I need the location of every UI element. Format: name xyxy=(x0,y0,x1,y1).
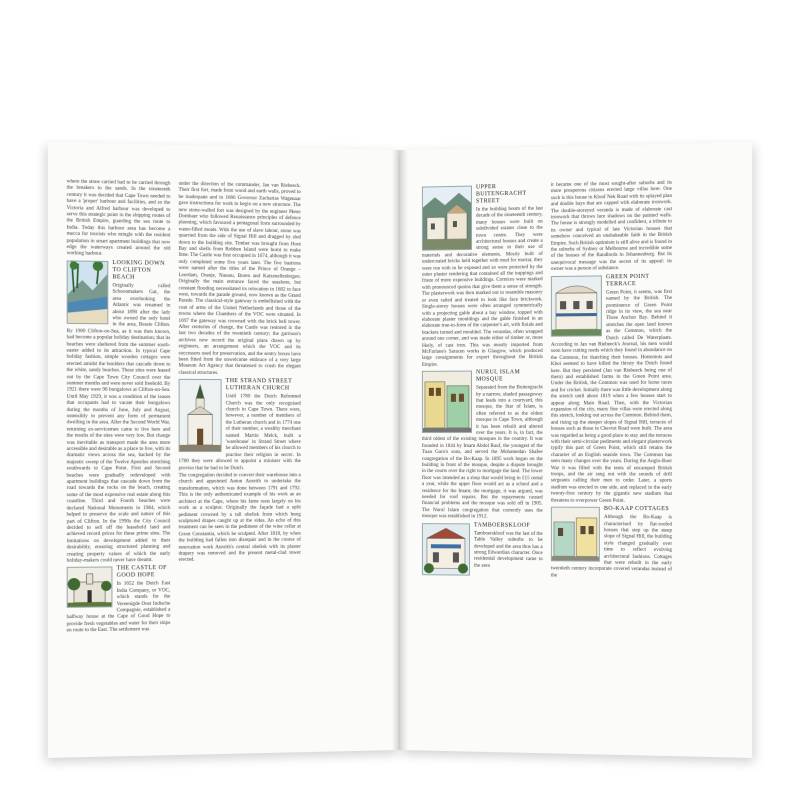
green-point-heading: GREEN POINT TERRACE xyxy=(606,273,650,288)
right-col-1 xyxy=(422,183,543,578)
bo-kaap-cottages-illustration xyxy=(551,507,600,562)
kloof-nek-text: it became one of the most sought-after suburbs and its more prosperous citizens erected large villas here. One such is this house in Kloof Nek Road with its splayed plan and double bays that are capped with elaborate ironwork. The double-storeyed veranda is made of elaborate cast ironwork that throws lace shadows on the painted walls. The house is strongly modelled and confident, a tribute to its owner and typical of late Victorian houses that somehow conceived an unshakeable faith in the British Empire. Such British optimism is still alive and is found in the suburbs of Sydney or Melbourne and incredible some of the houses of the Randlords in Johannesburg. But its unequivocal message was the secret of its appeal: its owner was a person of substance. xyxy=(550,180,672,273)
tamboerskloof-illustration xyxy=(422,523,470,576)
buitengracht-text: In the building boom of the last decade of the nineteenth century, many houses were built on subdivided estates close to the town centre. They were architectural houses and create a strong sense in their use of materials and decorative elements. Mostly built of undercoated bricks held together with mud for mortar, they were run with to be exposed and so were protected by the outer plaster rendering that contained all the trappings and frieze of more expensive buildings. Cornices were marked with pronounced quoins that give them a sense of strength. The plasterwork was then marked out to resemble masonry or even railed and treated to look like face brickwork. Single-storey houses were often arranged symmetrically with a projecting gable about a bay window, topped with elaborate plaster mouldings and the gable finished in an elaborate true-to-form of the carpenter's art, with finials and brackets turned and moulded. The verandas, often wrapped around one corner, and was made either of timber or, more likely, of cast iron. This was mostly imported from McFarlane's Saracen works in Glasgow, which produced large consignments for export throughout the British Empire. xyxy=(421,206,543,368)
left-col-2 xyxy=(179,182,301,566)
castle-heading: THE CASTLE OF GOOD HOPE xyxy=(116,565,167,580)
buitengracht-street-illustration xyxy=(422,186,472,251)
castle-illustration xyxy=(67,567,113,608)
nurul-islam-mosque-image xyxy=(423,372,471,432)
lutheran-heading: THE STRAND STREET LUTHERAN CHURCH xyxy=(225,378,293,392)
castle-text: In 1652 the Dutch East India Company, or VOC, which stands for the Vereenigde Oost Indische Compagnie, established a halfway house at the Cape of Good Hope to provide fresh vegetables and water for their ships en route to the East. The settlement was xyxy=(66,581,171,634)
intro-text: where the stone carried had to be carried through the breakers to the sands. In the nineteenth century it was decided that Cape Town needed to have a 'proper' harbour and facilities, and so the Victoria and Alfred harbour was developed to serve this strategic point in the shipping routes of the British Empire, guarding the sea route to India. Today this harbour area has become a mecca for tourists who mingle with the resident population in smart apartment buildings that now edge the waterways created around the old working harbour. xyxy=(66,179,171,258)
nurul-heading: NURUL ISLAM MOSQUE xyxy=(476,369,521,383)
buitengracht-heading: UPPER BUITENGRACHT STREET xyxy=(476,184,527,205)
bo-kaap-heading: BO-KAAP COTTAGES xyxy=(603,505,670,513)
buitengracht-street-image xyxy=(423,187,471,250)
nurul-islam-mosque-illustration xyxy=(422,371,472,433)
green-point-text: Green Point, it seems, was first named by the British. The prominence of Green Point ridge in its view, the sea near Three Anchor Bay. Behind it stretches the open land known as the Common, which the Dutch called De Waterplaats. According to Jan van Riebeeck's Journal, his men would soon have cutting reeds which they found in abundance on the Common, for thatching their houses. Hottentots and Khoi seemed to have killed the thirsty the Dutch found here. But they persisted (Jan van Riebeeck being one of them) and established farms in the Green Point area. Under the British, the Common was used for horse races and for cricket. Initially there was little development along the stretch until about 1819 when a few houses start to appear along Main Road. Then, with the Victorian expansion of the city, many fine villas were erected along this stretch, looking out across the Common. Behind them, and rising up the steeper slopes of Signal Hill, terraces of houses such as those in Cheviot Road were built. The area was regarded as being a good place to stay and the terraces with their semi-circular pediments and elegant plasterwork typify this part of Green Point, which still retains the character of an English seaside town. The Common has seen many changes over the years. During the Anglo-Boer War it was filled with the tents of encamped British troops, and the air rang out with the sounds of drill sergeants calling their men to order. Later, a sports stadium was erected to one side, and replaced in the early twenty-first century by the gigantic new stadium that threatens to overpower Green Point. xyxy=(550,289,672,504)
castle-continued-text: under the direction of the commander, Jan van Riebeeck. Their first fort, made from wood and earth walls, proved to be inadequate and in 1666 Governor Zacharias Wagenaar gave instructions for work to begin on a new structure. The new stone-walled fort was designed by the engineer Pieter Dombaer who followed Renaissance principles of defence planning, which favoured a pentagonal form surrounded by water-filled moats. With the use of slave labour, stone was quarried from the side of Signal Hill and dragged by sled down to the building site. Timber was brought from Hout Bay and shells from Robben Island were burnt to make lime. The Castle was first occupied in 1674, although it was only completed some five years later. The five bastions were named after the titles of the Prince of Orange – Leerdam, Oranje, Nassau, Buren and Katzenellenbogen. Originally the main entrance faced the seashore, but constant flooding necessitated its relocation in 1682 to face west, towards the parade ground, now known as the Grand Parade. The classical-style gateway is embellished with the coat of arms of the United Netherlands and those of the towns where the Chambers of the VOC were situated. In 1697 the gateway was crowned with the brick bell tower. After centuries of change, the Castle was restored in the last two decades of the twentieth century; the garrison's archives now record the original plans drawn up by engineers, an arrangement which the VOC and its successors used for preservation, and the sentry boxes have been fitted from the unwelcome embrace of a very large Museum Art Agency that threatened to crush the elegant classical structures. xyxy=(178,181,301,376)
clifton-beach-illustration xyxy=(67,260,109,324)
tamboerskloof-text: Tamboerskloof was the last of the Table Valley suburbs to be developed and the area thus has a strong Edwardian character. Once residential development came to the area xyxy=(474,531,543,569)
nurul-text: Separated from the Buitengracht by a narrow, shaded passageway that leads into a courtyard, this mosque, the Star of Islam, is often referred to as the oldest mosque in Cape Town, although it has been rebuilt and altered over the years. It is, in fact, the third oldest of the existing mosques in the country. It was founded in 1844 by Imam Abdol Rauf, the youngest of the Tuan Guru's sons, and served the Mohamedan Shafee congregation of the Bo-Kaap. In 1895 work began on the building in front of the mosque, despite a dispute brought in the courts over the right to mortgage the land. The lower floor was intended as a shop that would bring in £15 rental a year, while the upper floor would act as a school and a residence for the Imam; the mortgage, it was argued, was needed for roof repairs. But the repayments caused financial problems and the mosque was sold off in 1905. The Nurul Islam congregation that currently uses the mosque was established in 1912. xyxy=(421,385,543,520)
castle-image xyxy=(68,568,112,607)
right-page xyxy=(400,142,752,758)
bo-kaap-cottages-image xyxy=(552,508,599,561)
right-col-2 xyxy=(551,181,672,582)
left-page xyxy=(48,142,400,758)
bo-kaap-text: Although the Bo-Kaap is characterised by flat-roofed houses that step up the steep slope of Signal Hill, the building style changed gradually over time to reflect evolving architectural fashions. Cottages that were rebuilt in the early twentieth century incorporate covered verandas instead of the xyxy=(550,515,672,579)
tamboerskloof-heading: TAMBOERSKLOOF xyxy=(474,522,531,529)
clifton-beach-image xyxy=(68,261,108,323)
green-point-terrace-image xyxy=(552,276,601,335)
lutheran-text: Until 1780 the Dutch Reformed Church was the only recognised church in Cape Town. There were, however, a number of members of the Lutheran church and in 1774 one of their number, a wealthy merchant named Martin Melck, built a 'warehouse' in Strand Street where he allowed members of his church to practise their religion in secret. In 1780 they were allowed to appoint a minister with the proviso that he had to be Dutch. xyxy=(178,394,301,471)
tamboerskloof-image xyxy=(423,524,469,575)
lutheran-church-image xyxy=(180,380,221,451)
lutheran-continued-text: The congregation decided to convert their warehouse into a church and appointed Anton Anreith to undertake the transformation, which was done between 1791 and 1792. This is the only authenticated example of his work as an architect at the Cape, where his fame rests largely on his work as a sculptor. Originally the façade had a split pediment crowned by a tall obelisk from which hung sculptured drapes caught up at the sides. An echo of this treatment can be seen in the pediment of the wine cellar at Groot Constantia, which he sculpted. After 1818, by when the building had fallen into disrepair and in the course of renovation work Anreith's central obelisk with its plaster drapery was removed and the present metal-clad tower erected. xyxy=(178,473,301,564)
left-col-1 xyxy=(67,179,171,636)
clifton-text: Originally called Schoonmakers Gat, the area overlooking the Atlantic was renamed in about 1890 after the lady who owned the only hotel in the area, Bessie Clifton. By 1900 Clifton-on-Sea, as it was then known, had become a popular holiday destination; that its beaches were sheltered from the summer south-easter added to its attraction. In typical Cape holiday fashion, simple wooden cottages were erected amidst the boulders that cascade down to the white, sandy beaches. These sites were leased out by the Cape Town City Council over the summer months and were never sold freehold. By 1921 there were 90 bungalows at Clifton-on-Sea. Until May 1929, it was a condition of the leases that occupants had to vacate their bungalows during the months of June, July and August, ostensibly to prevent any form of permanent dwelling in the area. After the Second World War, returning ex-servicemen came to live here and the results of the sites were very low. But change was inevitable as transport made the area more accessible and desirable as a place to live, with its dramatic views across the sea, backed by the majestic sweep of the Twelve Apostles stretching southwards to Cape Point. First and Second beaches were gradually redeveloped with apartment buildings that cascade down from the road towards the rocks on the beach, creating some of the most expensive real estate along this coastline. Third and Fourth beaches were declared National Monuments in 1984, which helped to preserve the scale and nature of this part of Clifton. In the 1990s the City Council decided to sell off the leasehold land and achieved record prices for these prime sites. The limitations on development added to their desirability, ensuring structured planning and creating property values of which the early holiday-makers could never have dreamt. xyxy=(66,283,171,564)
lutheran-church-illustration xyxy=(179,379,222,452)
clifton-heading: LOOKING DOWN TO CLIFTON BEACH xyxy=(112,259,165,281)
green-point-terrace-illustration xyxy=(551,275,602,336)
